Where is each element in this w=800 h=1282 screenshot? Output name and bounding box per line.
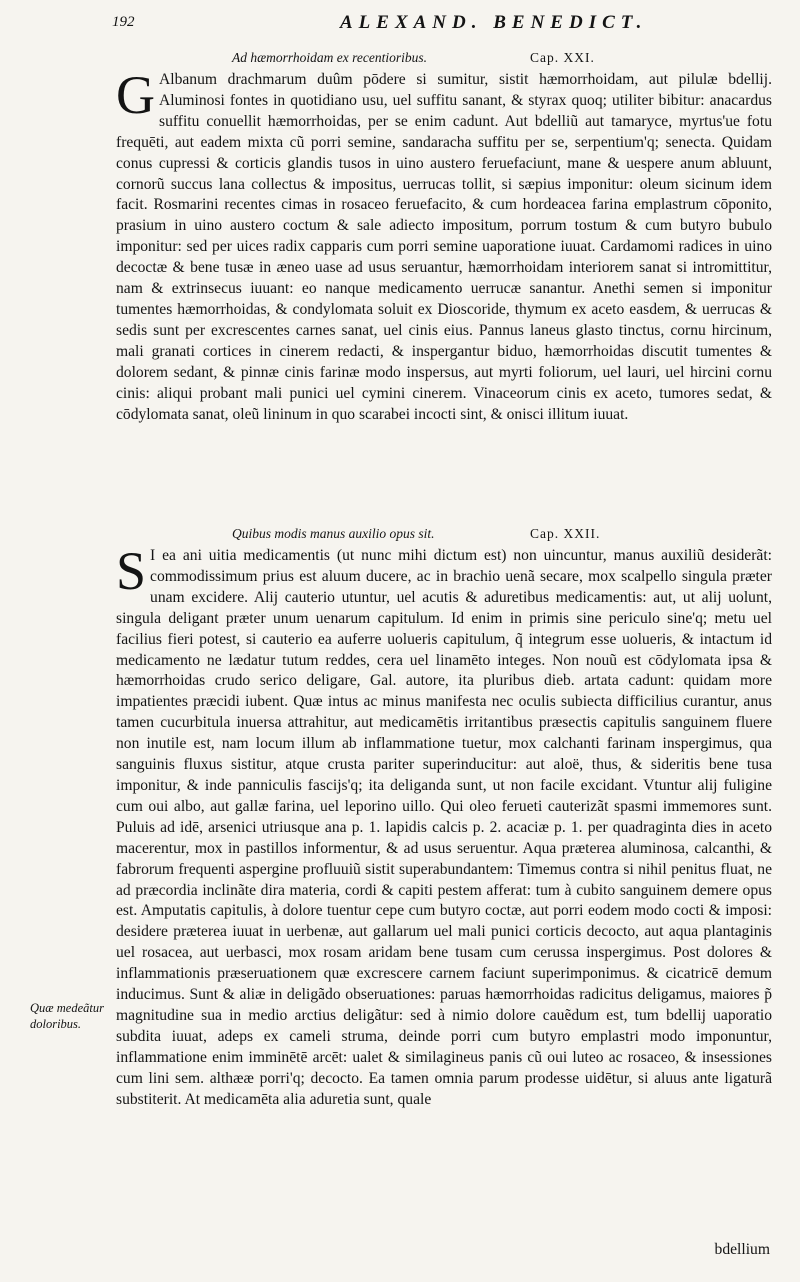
page-header bbox=[40, 10, 760, 38]
chapter-22-body bbox=[116, 541, 772, 1110]
margin-note: Quæ medeãtur doloribus. bbox=[30, 1001, 104, 1031]
chapter-21-dropcap: G bbox=[116, 65, 155, 125]
chapter-21-text: Albanum drachmarum duûm pōdere si sumitur, sistit hæmorrhoidam, aut pilulæ bdellij. Aluminosi fontes in quotidiano usu, uel suffitu sanant, & styrax quoq; utiliter bibitur: anacardus suffitu conuellit hæmorrhoidas, per se enim cadunt. Aut bdelliũ aut tamaryce, myrtus'ue fotu frequēti, aut eadem mixta cũ porri semine, sandaracha suffitu per se, serpentium'q; senecta. Quidam conus cupressi & corticis glandis tusos in uino austero feruefaciunt, mane & uespere anum abluunt, cornorũ succus lana collectus & impositus, uerrucas tollit, si sæpius imponitur: oleum sicinum idem facit. Rosmarini recentes cimas in rosaceo feruefacito, & cum hordeacea farina emplastrum cōponito, prasium in uino austero coctum & sale adiecto impositum, porrum tostum & cum butyro bubulo imponitur: sed per uices radix capparis cum porri semine uaporatione iuuat. Cardamomi radices in uino decoctæ & bene tusæ in æneo uase ad usus seruantur, hæmorrhoidam interiorem sanat si intromittitur, nam & extrinsecus iuuant: eo nanque medicamento uerrucæ sanantur. Anethi semen si imponitur tumentes hæmorrhoidas, & condylomata soluit ex Dioscoride, thymum ex aceto easdem, & uerrucas & sedis sunt per excrescentes carnes sanat, uel cinis eius. Pannus laneus glasto tinctus, cornu hircinum, mali granati cortices in cinerem redacti, & inspergantur biduo, hæmorrhoidas discutit tumentes & dolorem sedant, & pinnæ cinis farinæ modo inspersus, aut myrti foliorum, uel lauri, uel hircini cornu cinis: aliqui probant mali punici uel cymini cinerem. Vinaceorum cinis ex aceto, tumores sedat, & cōdylomata sanat, oleũ lininum in quo scarabei incocti sint, & onisci illitum iuuat. bbox=[116, 71, 772, 423]
catchword: bdellium bbox=[714, 1241, 770, 1258]
running-title: ALEXAND. BENEDICT. bbox=[340, 12, 648, 33]
chapter-22-heading bbox=[232, 526, 752, 546]
chapter-22-text: I ea ani uitia medicamentis (ut nunc mihi dictum est) non uincuntur, manus auxiliũ desiderãt: commodissimum prius est aluum ducere, ac in brachio uenã secare, mox scalpello singula præter unam excidere. Alij cauterio utuntur, uel acutis & aduretibus medicamentis: aut, ut alij uolunt, singula deligant præter unum uenarum capitulum. Id enim in primis sine periculo sine'q; metu uel facilius fieri potest, si cauterio ea auferre uolueris capitulum, q̃ integrum esse uolueris, & intactum id medicamento ne lædatur tutum reddes, cera uel linamēto integes. Non nouũ est cōdylomata ipsa & hæmorrhoidas crudo serico deligare, Gal. autore, ita pluribus dieb. artata cadunt: quidam more impatientes præcidi iubent. Quæ intus ac minus manifesta nec oculis subiecta difficilius curantur, anus tamen cucurbitula inuersa attrahitur, aut medicamētis irritantibus præsectis capitulis sanguinem fluere non inutile est, nam locum illum ab inflammatione tuetur, mox calchanti farinam inspergimus, qua sanguinis fluxus sistitur, atque crusta pariter superinducitur: aut aloë, thus, & sideritis bene tusa imponitur, & inde panniculis fascijs'q; ita deliganda sunt, ut non facile excidant. Vtuntur alij fuligine cum oui albo, aut gallæ farina, uel leporino uillo. Qui oleo ferueti cauterizãt spasmi immemores sunt. Puluis ad idē, arsenici utriusque ana p. 1. lapidis calcis p. 2. acaciæ p. 1. per quadraginta dies in aceto macerentur, mox in pastillos informentur, & ad usus seruentur. Aqua præterea aluminosa, calcanthi, & fabrorum frequenti aspergine profluuiũ sistit superabundantem: Timemus contra si nihil penitus fluat, ne ad præcordia inclinãte dira materia, cordi & capiti pestem afferat: tum à cubito sanguinem demere opus est. Amputatis capitulis, à dolore tuentur cepe cum butyro coctæ, aut porri eodem modo cocti & imposi: desidere præterea iuuat in uerbenæ, aut gallarum uel mali punici corticis decocto, aut aqua plantaginis uel rosacea, aut uerbasci, mox rosam aridam bene tusam cum cerussa inspergimus. Post dolores & inflammationis præseruationem quæ excrescere carnem faciunt superimponimus. & cicatricē demum inducimus. Sunt & aliæ in deligãdo obseruationes: paruas hæmorrhoidas radicitus deligamus, maiores p̃ magnitudine sua in medio arctius deligãtur: sed à nimio dolore cauẽdum est, tum bdellij uaporatio subdita iuuat, adeps ex cameli struma, deinde porri cum butyro emplastri modo imponuntur, inflammatione enim imminētē arcēt: ualet & similagineus panis cũ oui luteo ac rosaceo, & insessiones cum lini sem. althææ porri'q; decocto. Ea tamen omnia parum prodesse uidētur, si aluus ante ligaturã substiterit. At medicamēta alia aduretia sunt, quale bbox=[116, 547, 772, 1108]
chapter-21-body bbox=[116, 65, 772, 425]
chapter-22-title: Quibus modis manus auxilio opus sit. bbox=[232, 526, 435, 541]
chapter-21-heading bbox=[232, 50, 752, 70]
chapter-22-dropcap: S bbox=[116, 541, 147, 601]
chapter-21-title: Ad hæmorrhoidam ex recentioribus. bbox=[232, 50, 427, 65]
page-number: 192 bbox=[112, 14, 135, 30]
chapter-21-number: Cap. XXI. bbox=[530, 50, 595, 65]
chapter-22-number: Cap. XXII. bbox=[530, 526, 601, 541]
